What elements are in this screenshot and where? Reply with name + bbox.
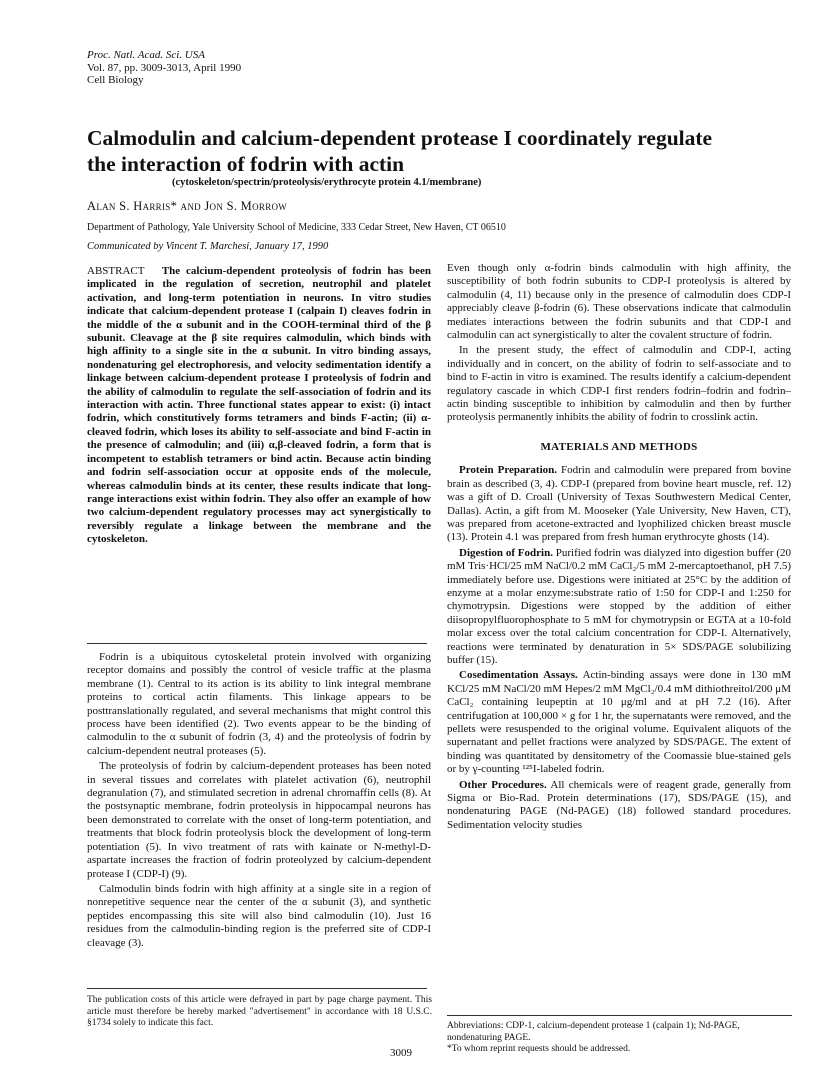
methods-text: Fodrin and calmodulin were prepared from bovine brain as described (3, 4). CDP-I (prepared from bovine heart muscle, ref. 12) was a gift of D. Croall (University of Texas Southwestern Medical Center, Dallas). Actin, a gift from M. Mooseker (Yale University, New Haven, CT), was prepared from acetone-extracted and lyophilized chicken breast muscle (13). Protein 4.1 was prepared from fresh human erythrocyte ghosts (14). (447, 464, 791, 544)
subheading: Digestion of Fodrin. (459, 546, 553, 559)
subheading: Protein Preparation. (459, 464, 558, 477)
article-title: Calmodulin and calcium-dependent protease I coordinately regulate the interaction of fodrin with actin (87, 126, 713, 176)
journal-header (87, 49, 241, 87)
paragraph: In the present study, the effect of calmodulin and CDP-I, acting individually and in concert, on the ability of fodrin to self-associate and to bind to F-actin in vitro is examined. The results identify a calcium-dependent regulatory cascade in which CDP-I first renders fodrin–fodrin and fodrin–actin binding susceptible to inhibition by calmodulin and then by further proteolysis permanently inhibits the ability of fodrin to crosslink actin. (447, 344, 791, 424)
paragraph: The proteolysis of fodrin by calcium-dependent proteases has been noted in several tissues and correlates with platelet activation (6), neutrophil degranulation (7), and stimulated secretion in adrenal chromaffin cells (8). At the postsynaptic membrane, fodrin proteolysis in hippocampal neurons has been demonstrated to correlate with the onset of long-term potentiation, and treatments that block fodrin proteolysis block the development of long-term potentiation (5). In vivo treatment of rats with kainate or N-methyl-D-aspartate increases the fraction of fodrin proteolyzed by calcium-dependent protease I (CDP-I) (9). (87, 760, 431, 880)
methods-paragraph (447, 547, 791, 668)
publication-cost-footnote: The publication costs of this article were defrayed in part by page charge payment. This article must therefore be hereby marked "advertisement" in accordance with 18 U.S.C. §1734 solely to indicate this fact. (87, 995, 432, 1028)
subheading: Cosedimentation Assays. (459, 669, 578, 682)
methods-text: All chemicals were of reagent grade, generally from Sigma or Bio-Rad. Protein determinations (17), SDS/PAGE (15), and nondenaturing PAGE (Nd-PAGE) (18) followed standard procedures. Sedimentation velocity studies (447, 778, 791, 831)
footnote-divider-left (87, 988, 427, 989)
left-column-body (87, 651, 431, 950)
keywords: (cytoskeleton/spectrin/proteolysis/erythrocyte protein 4.1/membrane) (172, 177, 482, 188)
methods-text: Actin-binding assays were done in 130 mM KCl/25 mM NaCl/20 mM Hepes/2 mM MgCl₂/0.4 mM dithiothreitol/200 μM CaCl₂ containing leupeptin at 10 μg/ml and at pH 7.2 (16). After centrifugation at 100,000 × g for 1 hr, the supernatants were removed, and the pellets were resuspended to the original volume. Equivalent aliquots of the supernatant and pellet fractions were analyzed by SDS/PAGE. The extent of binding was quantitated by densitometry of the Coomassie blue-stained gels or by γ-counting ¹²⁵I-labeled fodrin. (447, 669, 791, 776)
reprint-note: *To whom reprint requests should be addressed. (447, 1044, 631, 1054)
section-heading: MATERIALS AND METHODS (540, 440, 698, 453)
page-number: 3009 (390, 1047, 412, 1059)
abstract-text: The calcium-dependent proteolysis of fodrin has been implicated in the regulation of secretion, neutrophil and platelet activation, and long-term potentiation in neurons. In vitro studies indicate that calcium-dependent protease I (calpain I) cleaves fodrin in the middle of the α subunit and in the COOH-terminal third of the β subunit. Cleavage at the β site requires calmodulin, which binds with high affinity to a single site in the α subunit. In vitro binding assays, nondenaturing gel electrophoresis, and velocity sedimentation identify a linkage between calcium-dependent protease I proteolysis of fodrin and the ability of calmodulin to regulate the self-association of fodrin and its interaction with actin. Three functional states appear to exist: (i) intact fodrin, which constitutively forms tetramers and binds F-actin; (ii) α-cleaved fodrin, which loses its ability to self-associate and bind F-actin in the presence of calmodulin; and (iii) α,β-cleaved fodrin, a form that is incompetent to establish tetramers or bind actin. Because actin binding and fodrin self-association occur at opposite ends of the molecule, whereas calmodulin binds at its center, these results indicate that long-range interactions exist within fodrin. They also offer an example of how two calcium-dependent regulatory processes may act synergistically to reversibly regulate a linkage between the membrane and the cytoskeleton. (87, 265, 432, 546)
authors: Alan S. Harris* and Jon S. Morrow (87, 199, 288, 213)
abstract-label: ABSTRACT (87, 265, 145, 277)
abbreviations: Abbreviations: CDP-1, calcium-dependent protease 1 (calpain 1); Nd-PAGE, nondenaturing PAGE. (447, 1021, 740, 1043)
subheading: Other Procedures. (459, 778, 547, 791)
paragraph: Even though only α-fodrin binds calmodulin with high affinity, the susceptibility of both fodrin subunits to CDP-I proteolysis is altered by calmodulin (4, 11) because only in the presence of calmodulin does CDP-I appreciably cleave β-fodrin (6). These observations indicate that calmodulin mediates interactions between the fodrin subunits and that CDP-I and calmodulin can act synergistically to alter the covalent structure of fodrin. (447, 262, 791, 342)
paragraph: Calmodulin binds fodrin with high affinity at a single site in a region of nonrepetitive sequence near the center of the α subunit (3), and synthetic peptides encompassing this site will also bind calmodulin (10). Just 16 residues from the calmodulin-binding region is the preferred site of CDP-I cleavage (3). (87, 882, 431, 949)
affiliation: Department of Pathology, Yale University School of Medicine, 333 Cedar Street, New Haven, CT 06510 (87, 222, 506, 233)
abbreviations-footnote (447, 1021, 792, 1056)
communicated-by: Communicated by Vincent T. Marchesi, January 17, 1990 (87, 241, 329, 252)
abstract (87, 265, 431, 547)
methods-paragraph (447, 779, 791, 833)
journal-volume: Vol. 87, pp. 3009-3013, April 1990 (87, 61, 242, 74)
footnote-divider-right (447, 1015, 792, 1016)
methods-text: Purified fodrin was dialyzed into digestion buffer (20 mM Tris·HCl/25 mM NaCl/0.2 mM CaCl₂/5 mM 2-mercaptoethanol, pH 7.5) immediately before use. Digestions were initiated at 25°C by the addition of enzyme at a molar enzyme:substrate ratio of 1:50 for CDP-I and 1:250 for chymotrypsin. Digestions were stopped by the addition of either diisopropylfluorophosphate to 5 mM for chymotrypsin or EGTA at a 10-fold molar excess over the total calcium concentration for CDP-I. Alternatively, reactions were terminated by denaturation in 5× SDS/PAGE solubilizing buffer (15). (447, 546, 792, 666)
methods-paragraph (447, 464, 791, 544)
right-column-body (447, 262, 791, 832)
journal-section: Cell Biology (87, 74, 144, 86)
methods-paragraph (447, 669, 791, 776)
paragraph: Fodrin is a ubiquitous cytoskeletal protein involved with organizing receptor domains and possibly the control of vesicle traffic at the plasma membrane (1). Central to its action is its ability to link integral membrane proteins to cortical actin filaments. This linkage appears to be posttranslationally regulated, and several mechanisms that might control this process have been identified (2). Two events appear to be the binding of calmodulin to the α subunit of fodrin (3, 4) and the proteolysis of fodrin by calcium-dependent neutral proteases (5). (87, 651, 431, 757)
journal-name: Proc. Natl. Acad. Sci. USA (87, 49, 205, 61)
abstract-divider (87, 643, 427, 644)
